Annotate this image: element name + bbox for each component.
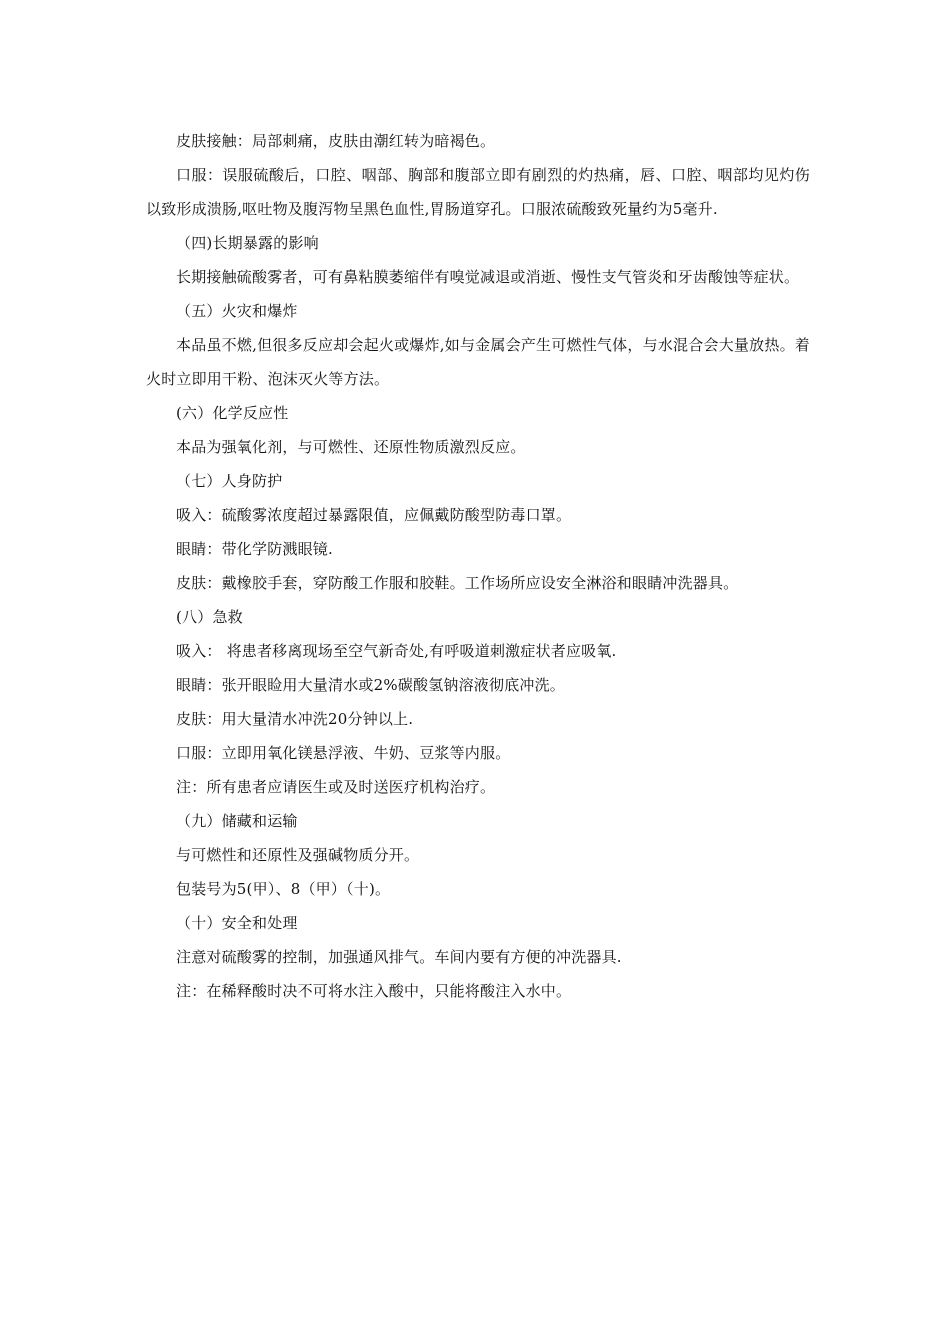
section-heading-safety-handling: （十）安全和处理 [176,914,298,932]
paragraph-long-term-effects: 长期接触硫酸雾者，可有鼻粘膜萎缩伴有嗅觉减退或消逝、慢性支气管炎和牙齿酸蚀等症状。 [176,268,800,286]
paragraph-first-aid-skin: 皮肤：用大量清水冲洗20分钟以上. [176,710,414,728]
paragraph-protection-eyes: 眼睛：带化学防溅眼镜. [176,540,333,558]
section-heading-first-aid: (八）急救 [176,608,243,626]
section-heading-storage-transport: （九）储藏和运输 [176,812,298,830]
paragraph-protection-skin: 皮肤：戴橡胶手套，穿防酸工作服和胶鞋。工作场所应设安全淋浴和眼睛冲洗器具。 [176,574,739,592]
paragraph-oral-exposure: 口服：误服硫酸后，口腔、咽部、胸部和腹部立即有剧烈的灼热痛，唇、口腔、咽部均见灼伤以致形成溃肠,呕吐物及腹泻物呈黑色血性,胃肠道穿孔。口服浓硫酸致死量约为5毫升. [146,166,810,218]
paragraph-first-aid-oral: 口服：立即用氧化镁悬浮液、牛奶、豆浆等内服。 [176,744,511,762]
section-heading-personal-protection: （七）人身防护 [176,472,283,490]
paragraph-storage-separation: 与可燃性和还原性及强碱物质分开。 [176,846,420,864]
section-heading-long-term-exposure: （四)长期暴露的影响 [176,234,319,252]
document-body [146,124,810,1008]
section-heading-chemical-reactivity: (六）化学反应性 [176,404,289,422]
paragraph-first-aid-eyes: 眼睛：张开眼睑用大量清水或2%碳酸氢钠溶液彻底冲洗。 [176,676,565,694]
paragraph-protection-inhalation: 吸入：硫酸雾浓度超过暴露限值，应佩戴防酸型防毒口罩。 [176,506,572,524]
paragraph-chemical-reactivity: 本品为强氧化剂，与可燃性、还原性物质激烈反应。 [176,438,526,456]
section-heading-fire-explosion: （五）火灾和爆炸 [176,302,298,320]
paragraph-first-aid-note: 注：所有患者应请医生或及时送医疗机构治疗。 [176,778,496,796]
paragraph-packaging-code: 包装号为5(甲）、8（甲）（十)。 [176,880,391,898]
paragraph-first-aid-inhalation: 吸入： 将患者移离现场至空气新奇处,有呼吸道刺激症状者应吸氧. [176,642,617,660]
paragraph-skin-contact: 皮肤接触：局部刺痛，皮肤由潮红转为暗褐色。 [176,132,496,150]
paragraph-fire-explosion: 本品虽不燃,但很多反应却会起火或爆炸,如与金属会产生可燃性气体，与水混合会大量放热。着火时立即用干粉、泡沫灭火等方法。 [146,336,810,388]
paragraph-safety-ventilation: 注意对硫酸雾的控制，加强通风排气。车间内要有方便的冲洗器具. [176,948,622,966]
paragraph-dilution-note: 注：在稀释酸时决不可将水注入酸中，只能将酸注入水中。 [176,982,572,1000]
